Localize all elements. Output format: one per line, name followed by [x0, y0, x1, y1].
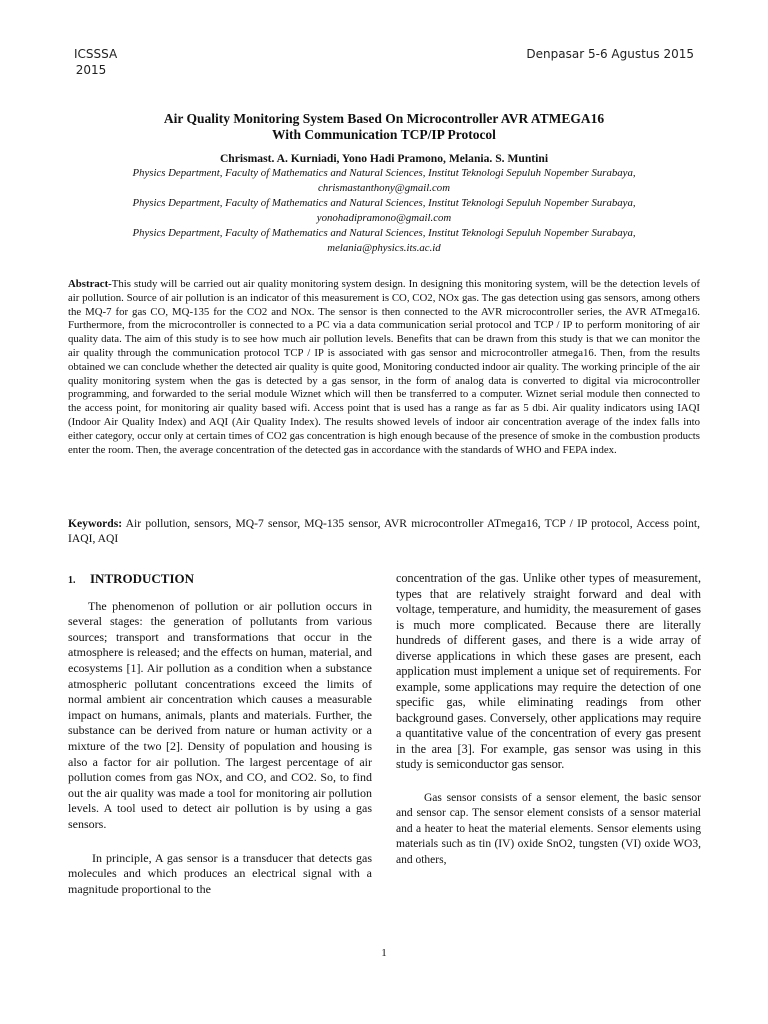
conference-name: [74, 46, 118, 78]
section-title: INTRODUCTION: [90, 571, 195, 586]
affiliation-email: chrismastanthony@gmail.com: [318, 182, 450, 194]
abstract: [68, 278, 700, 457]
paragraph: Gas sensor consists of a sensor element, the basic sensor and sensor cap. The sensor element consists of a sensor material and a heater to heat the material elements. Sensor elements using materials such as tin (IV) oxide SnO2, tungsten (VI) oxide WO3, and others,: [396, 791, 701, 866]
keywords: [68, 516, 700, 546]
abstract-label: Abstract-: [68, 278, 112, 290]
section-heading: [68, 571, 372, 589]
paragraph: The phenomenon of pollution or air pollution occurs in several stages: the generation of pollutants from various sources; transport and transformations that occur in the atmosphere is released; and the effects on human, material, and ecosystems [1]. Air pollution as a condition when a substance atmospheric pollutant concentrations exceed the limits of normal ambient air concentration which causes a measurable impact on humans, animals, plants and materials. Further, the substance can be derived from nature or human activity or a mixture of the two [2]. Density of population and housing is also a factor for air pollution. The largest percentage of air pollution comes from gas NOx, and CO, and CO2. So, to find out the air quality was made a tool for monitoring air pollution levels. A tool used to detect air pollution is by using a gas sensors.: [68, 598, 372, 831]
section-number: 1.: [68, 575, 76, 586]
affiliation-dept: Physics Department, Faculty of Mathematics and Natural Sciences, Institut Teknologi Sepuluh Nopember Surabaya,: [132, 167, 636, 179]
affiliations: [60, 166, 708, 256]
authors: Chrismast. A. Kurniadi, Yono Hadi Pramono, Melania. S. Muntini: [219, 152, 549, 165]
affiliation-email: melania@physics.its.ac.id: [327, 242, 441, 254]
title-line2: With Communication TCP/IP Protocol: [272, 127, 496, 142]
paragraph: In principle, A gas sensor is a transducer that detects gas molecules and which produces an electrical signal with a magnitude proportional to the: [68, 850, 372, 896]
keywords-label: Keywords:: [68, 517, 123, 530]
paragraph: concentration of the gas. Unlike other types of measurement, types that are relatively straight forward and deal with voltage, temperature, and humidity, the measurement of gases is much more complicated. Because there are literally hundreds of different gases, and there is a wide array of diverse applications in which these gases are present, each application must implement a unique set of requirements. For example, some applications may require the detection of one specific gas, while eliminating readings from other background gases. Conversely, other applications may require a quantitative value of the concentration of every gas present in the area [3]. For example, gas sensor was using in this study is semiconductor gas sensor.: [396, 571, 701, 771]
location-date: Denpasar 5-6 Agustus 2015: [526, 47, 694, 61]
title-line1: Air Quality Monitoring System Based On Microcontroller AVR ATMEGA16: [163, 111, 605, 126]
affiliation-dept: Physics Department, Faculty of Mathematics and Natural Sciences, Institut Teknologi Sepuluh Nopember Surabaya,: [132, 197, 636, 209]
affiliation-email: yonohadipramono@gmail.com: [316, 212, 452, 224]
left-column: [68, 571, 372, 897]
abstract-text: This study will be carried out air quality monitoring system design. In designing this monitoring system, will be the detection levels of air pollution. Source of air pollution is an indicator of this measurement is CO, CO2, NOx gas. The gas detection using gas sensors, among others the MQ-7 for gas CO, MQ-135 for the CO2 and NOx. The sensor is then connected to the AVR microcontroller series, the AVR ATmega16. Furthermore, from the microcontroller is connected to a PC via a data communication serial protocol and TCP / IP to perform monitoring of air quality data. The aim of this study is to see how much air pollution levels. Benefits that can be drawn from this study is that we can monitor the air quality through the communication protocol TCP / IP is associated with gas sensor and microcontroller atmega16. Then, from the results obtained we can conclude whether the detected air quality is quite good, Monitoring conducted indoor air quality. The working principle of the air quality monitoring system when the gas is detected by a gas sensor, in the form of analog data is converted to digital via microcontroller programming, and forwarded to the serial module Wiznet which will then be transferred to a computer. Wiznet serial module then connected to the access point, for monitoring air quality based wifi. Access point that is used has a range as far as 5 dbi. Air quality indicators using IAQI (Indoor Air Quality Index) and AQI (Air Quality Index). The results showed levels of indoor air concentration average of the index falls into either category, occur only at certain times of CO2 gas concentration is high enough because of the presence of smoke in the combustion products enter the room. Then, the average concentration of the detected gas in accordance with the standards of WHO and FEPA index.: [68, 278, 700, 456]
affiliation-dept: Physics Department, Faculty of Mathematics and Natural Sciences, Institut Teknologi Sepuluh Nopember Surabaya,: [132, 227, 636, 239]
conference-line1: ICSSSA: [74, 47, 118, 61]
keywords-text: Air pollution, sensors, MQ-7 sensor, MQ-135 sensor, AVR microcontroller ATmega16, TCP / IP protocol, Access point, IAQI, AQI: [68, 517, 700, 545]
right-column: [396, 571, 701, 868]
conference-line2: 2015: [75, 63, 107, 77]
paper-title: [0, 111, 768, 143]
page-number: 1: [381, 947, 387, 959]
